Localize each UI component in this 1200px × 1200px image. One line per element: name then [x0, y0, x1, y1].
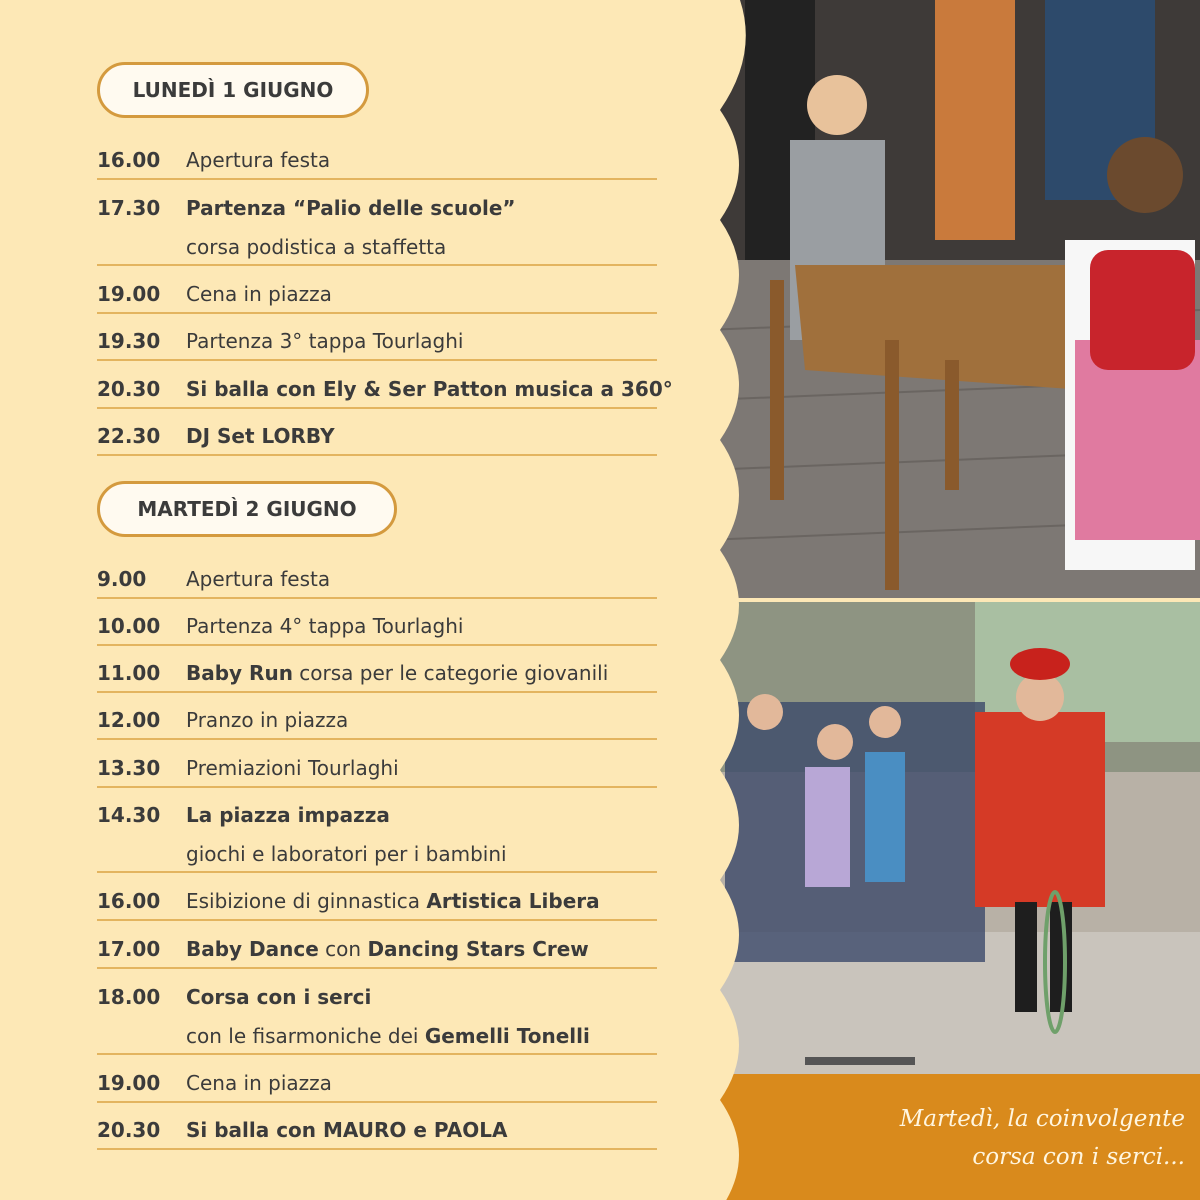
event-time: 19.00 — [97, 282, 161, 306]
event-detail: con — [318, 937, 368, 961]
event-time: 13.30 — [97, 756, 161, 780]
event-title: Partenza “Palio delle scuole” — [186, 196, 516, 220]
event-time: 20.30 — [97, 1118, 161, 1142]
photo-column — [705, 0, 1200, 1200]
day-2-heading — [97, 481, 397, 537]
event-detail: corsa per le categorie giovanili — [292, 661, 609, 685]
event-time: 19.30 — [97, 329, 161, 353]
event-time: 14.30 — [97, 803, 161, 827]
photo-corsa-con-i-serci — [705, 602, 1200, 1074]
event-highlight: Gemelli Tonelli — [424, 1024, 590, 1048]
event-description: Apertura festa — [186, 567, 331, 591]
schedule-row — [97, 146, 657, 180]
schedule-row — [97, 1069, 657, 1103]
event-time: 16.00 — [97, 148, 161, 172]
caption-line-2: corsa con i serci... — [972, 1144, 1185, 1170]
schedule-row — [97, 327, 657, 361]
schedule-row — [97, 983, 657, 1055]
photo-children-table-game — [705, 0, 1200, 598]
schedule-row — [97, 659, 657, 693]
event-highlight: Artistica Libera — [426, 889, 600, 913]
event-title: Si balla con MAURO e PAOLA — [186, 1118, 508, 1142]
event-subtitle: corsa podistica a staffetta — [186, 235, 447, 259]
event-time: 9.00 — [97, 567, 147, 591]
event-title: Si balla con Ely & Ser Patton musica a 360° — [186, 377, 673, 401]
day-1-title: LUNEDÌ 1 GIUGNO — [132, 78, 334, 102]
event-description — [186, 937, 589, 961]
event-subtitle — [186, 1024, 590, 1048]
event-description: Partenza 4° tappa Tourlaghi — [186, 614, 464, 638]
schedule-row — [97, 194, 657, 266]
schedule-row — [97, 422, 657, 456]
event-description: Cena in piazza — [186, 282, 332, 306]
event-description — [186, 889, 600, 913]
event-title: Baby Dance — [186, 937, 319, 961]
schedule-row — [97, 887, 657, 921]
caption-line-1: Martedì, la coinvolgente — [899, 1106, 1185, 1132]
event-time: 11.00 — [97, 661, 161, 685]
event-time: 18.00 — [97, 985, 161, 1009]
event-time: 22.30 — [97, 424, 161, 448]
event-time: 17.30 — [97, 196, 161, 220]
event-description: Premiazioni Tourlaghi — [186, 756, 399, 780]
photo-caption — [755, 1100, 1185, 1176]
event-highlight: Dancing Stars Crew — [367, 937, 589, 961]
schedule-row — [97, 1116, 657, 1150]
schedule-row — [97, 612, 657, 646]
event-detail: Esibizione di ginnastica — [186, 889, 427, 913]
day-1-heading — [97, 62, 369, 118]
schedule-row — [97, 706, 657, 740]
event-time: 12.00 — [97, 708, 161, 732]
event-time: 17.00 — [97, 937, 161, 961]
wavy-edge — [700, 0, 760, 1200]
event-title: Corsa con i serci — [186, 985, 372, 1009]
day-2-title: MARTEDÌ 2 GIUGNO — [137, 497, 357, 521]
event-title: La piazza impazza — [186, 803, 390, 827]
event-description: Partenza 3° tappa Tourlaghi — [186, 329, 464, 353]
schedule-row — [97, 935, 657, 969]
event-time: 16.00 — [97, 889, 161, 913]
schedule-row — [97, 375, 673, 409]
event-title: DJ Set LORBY — [186, 424, 335, 448]
event-description: Cena in piazza — [186, 1071, 332, 1095]
event-time: 19.00 — [97, 1071, 161, 1095]
event-title: Baby Run — [186, 661, 293, 685]
event-description: Pranzo in piazza — [186, 708, 349, 732]
event-time: 20.30 — [97, 377, 161, 401]
event-subtitle: giochi e laboratori per i bambini — [186, 842, 507, 866]
schedule-row — [97, 801, 657, 873]
event-time: 10.00 — [97, 614, 161, 638]
event-description — [186, 661, 608, 685]
schedule-row — [97, 754, 657, 788]
schedule-row — [97, 280, 657, 314]
schedule-row — [97, 565, 657, 599]
event-description: Apertura festa — [186, 148, 331, 172]
event-subtitle-text: con le fisarmoniche dei — [186, 1024, 425, 1048]
